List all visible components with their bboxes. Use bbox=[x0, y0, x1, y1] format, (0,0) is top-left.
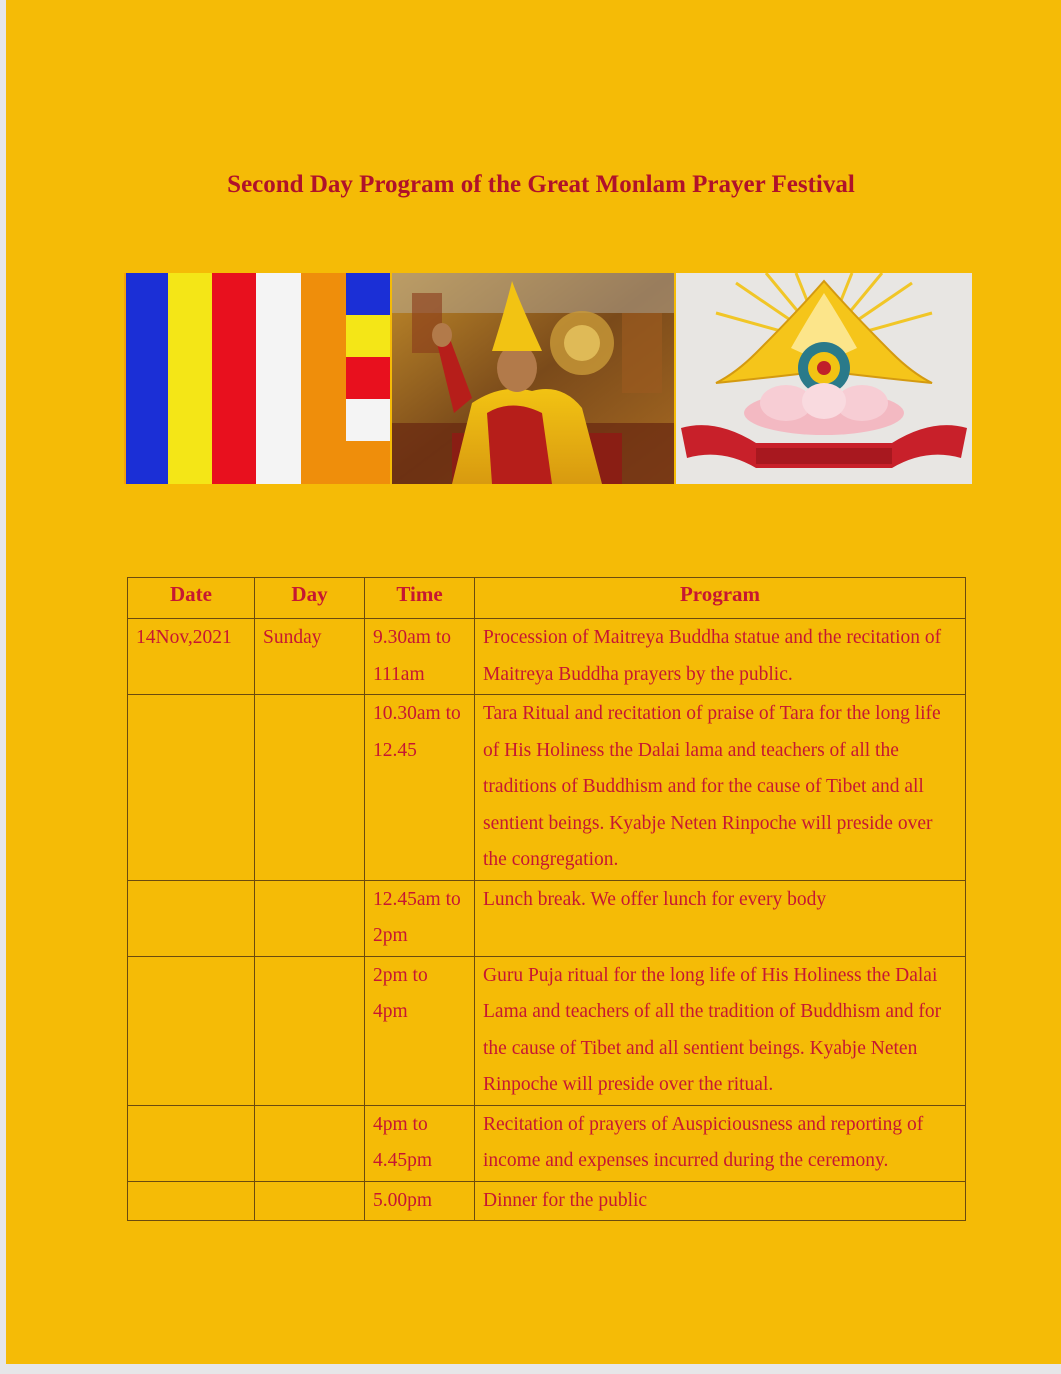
header-program: Program bbox=[475, 578, 966, 619]
cell-time: 12.45am to 2pm bbox=[365, 880, 475, 956]
cell-date bbox=[128, 880, 255, 956]
flag-stripe-orange bbox=[301, 273, 346, 484]
cell-day bbox=[255, 1105, 365, 1181]
table-row bbox=[128, 880, 966, 956]
cell-date: 14Nov,2021 bbox=[128, 619, 255, 695]
flag-stripe-blue bbox=[126, 273, 168, 484]
cell-program: Recitation of prayers of Auspiciousness and reporting of income and expenses incurred during the ceremony. bbox=[475, 1105, 966, 1181]
cell-program: Tara Ritual and recitation of praise of Tara for the long life of His Holiness the Dalai lama and teachers of all the traditions of Buddhism and for the cause of Tibet and all sentient beings. Kyabje Neten Rinpoche will preside over the congregation. bbox=[475, 695, 966, 881]
cell-date bbox=[128, 956, 255, 1105]
cell-program: Guru Puja ritual for the long life of His Holiness the Dalai Lama and teachers of all the tradition of Buddhism and for the cause of Tibet and all sentient beings. Kyabje Neten Rinpoche will preside over the ritual. bbox=[475, 956, 966, 1105]
cell-day bbox=[255, 956, 365, 1105]
table-row bbox=[128, 1181, 966, 1221]
cell-program: Lunch break. We offer lunch for every body bbox=[475, 880, 966, 956]
cell-day bbox=[255, 695, 365, 881]
table-row bbox=[128, 956, 966, 1105]
flag-stripe-yellow bbox=[168, 273, 212, 484]
table-row bbox=[128, 695, 966, 881]
cell-day: Sunday bbox=[255, 619, 365, 695]
header-time: Time bbox=[365, 578, 475, 619]
cell-program: Dinner for the public bbox=[475, 1181, 966, 1221]
monk-ceremony-photo bbox=[392, 273, 674, 484]
program-table bbox=[127, 577, 966, 1221]
cell-time: 4pm to 4.45pm bbox=[365, 1105, 475, 1181]
flag-stripe-combined bbox=[346, 273, 390, 484]
cell-time: 2pm to 4pm bbox=[365, 956, 475, 1105]
cell-program: Procession of Maitreya Buddha statue and the recitation of Maitreya Buddha prayers by the public. bbox=[475, 619, 966, 695]
table-row bbox=[128, 1105, 966, 1181]
document-page bbox=[6, 0, 1061, 1364]
cell-time: 9.30am to 111am bbox=[365, 619, 475, 695]
table-header-row bbox=[128, 578, 966, 619]
cell-date bbox=[128, 1105, 255, 1181]
table-row bbox=[128, 619, 966, 695]
cell-day bbox=[255, 880, 365, 956]
cell-day bbox=[255, 1181, 365, 1221]
flag-stripe-red bbox=[212, 273, 256, 484]
page-title: Second Day Program of the Great Monlam Prayer Festival bbox=[227, 171, 855, 198]
monlam-emblem bbox=[676, 273, 972, 484]
header-date: Date bbox=[128, 578, 255, 619]
cell-date bbox=[128, 695, 255, 881]
cell-time: 10.30am to 12.45 bbox=[365, 695, 475, 881]
cell-time: 5.00pm bbox=[365, 1181, 475, 1221]
cell-date bbox=[128, 1181, 255, 1221]
buddhist-flag bbox=[124, 273, 390, 484]
banner-images bbox=[124, 273, 972, 484]
flag-stripe-white bbox=[256, 273, 301, 484]
header-day: Day bbox=[255, 578, 365, 619]
